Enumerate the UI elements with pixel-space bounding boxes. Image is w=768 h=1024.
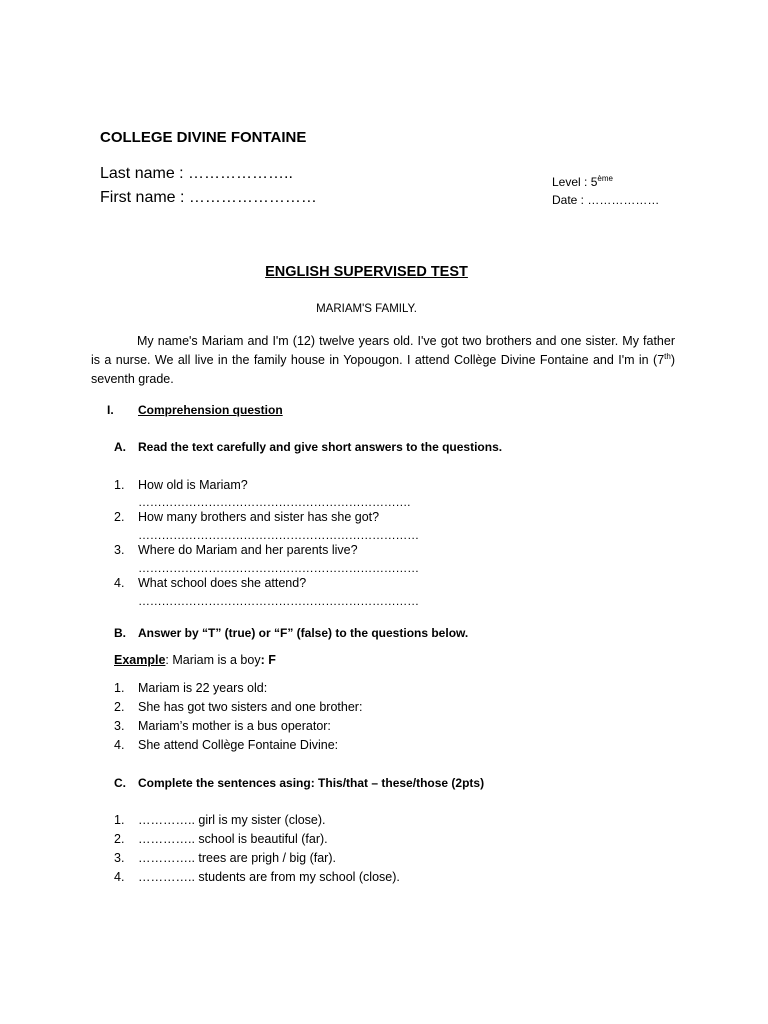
section-b-number: B. [114, 626, 126, 640]
section-a-number: A. [114, 440, 126, 454]
item-text: Mariam’s mother is a bus operator: [138, 719, 331, 733]
answer-line: ……………………………………………………………… [138, 528, 419, 542]
true-false-item [114, 738, 339, 752]
item-number: 1. [114, 681, 125, 695]
level-superscript: ème [597, 174, 613, 183]
item-number: 3. [114, 851, 125, 865]
question-number: 2. [114, 510, 125, 524]
answer-line: ……………………………………………………………… [138, 594, 419, 608]
example-line [114, 653, 276, 667]
example-answer: : F [260, 653, 276, 667]
item-text: ………….. girl is my sister (close). [138, 813, 326, 827]
question-text: How old is Mariam? [138, 478, 248, 492]
level-field [552, 175, 613, 189]
section-1-heading: Comprehension question [138, 403, 283, 417]
item-text: ………….. trees are prigh / big (far). [138, 851, 336, 865]
item-text: ………….. school is beautiful (far). [138, 832, 328, 846]
answer-line: ……………………………………………………………… [138, 561, 419, 575]
last-name-field: Last name : ……………….. [100, 165, 293, 182]
question-number: 1. [114, 478, 125, 492]
item-number: 4. [114, 738, 125, 752]
item-text: ………….. students are from my school (close). [138, 870, 400, 884]
question-number: 3. [114, 543, 125, 557]
question-number: 4. [114, 576, 125, 590]
question-item [114, 510, 380, 524]
school-name: COLLEGE DIVINE FONTAINE [100, 129, 307, 146]
date-field: Date : ……………… [552, 193, 660, 207]
item-text: Mariam is 22 years old: [138, 681, 268, 695]
first-name-field: First name : …………………… [100, 189, 317, 206]
level-label: Level : 5 [552, 175, 598, 189]
sentence-item [114, 851, 336, 865]
question-item [114, 576, 307, 590]
example-label: Example [114, 653, 166, 667]
item-number: 4. [114, 870, 125, 884]
reading-text-part2: ) seventh grade. [91, 353, 675, 386]
reading-text-part1: My name's Mariam and I'm (12) twelve years old. I've got two brothers and one sister. My father is a nurse. We all live in the family house in Yopougon. I attend Collège Divine Fontaine and I'm in (7 [91, 334, 675, 367]
section-c-number: C. [114, 776, 126, 790]
item-number: 3. [114, 719, 125, 733]
item-text: She has got two sisters and one brother: [138, 700, 363, 714]
section-c-heading: Complete the sentences asing: This/that – these/those (2pts) [138, 776, 485, 790]
sentence-item [114, 870, 400, 884]
true-false-item [114, 681, 268, 695]
question-text: How many brothers and sister has she got? [138, 510, 380, 524]
text-title: MARIAM'S FAMILY. [316, 303, 417, 315]
question-item [114, 543, 358, 557]
item-number: 2. [114, 700, 125, 714]
example-text: : Mariam is a boy [165, 653, 261, 667]
answer-line: ……………………………………………………………. [138, 495, 411, 509]
true-false-item [114, 700, 363, 714]
item-number: 1. [114, 813, 125, 827]
true-false-item [114, 719, 331, 733]
sentence-item [114, 813, 326, 827]
sentence-item [114, 832, 328, 846]
section-b-heading: Answer by “T” (true) or “F” (false) to the questions below. [138, 626, 469, 640]
question-text: Where do Mariam and her parents live? [138, 543, 358, 557]
reading-text-superscript: th [664, 351, 671, 361]
question-text: What school does she attend? [138, 576, 307, 590]
section-a-heading: Read the text carefully and give short answers to the questions. [138, 440, 503, 454]
test-title: ENGLISH SUPERVISED TEST [265, 264, 468, 280]
question-item [114, 478, 248, 492]
section-1-number: I. [107, 403, 114, 417]
reading-text [91, 332, 675, 389]
item-text: She attend Collège Fontaine Divine: [138, 738, 339, 752]
item-number: 2. [114, 832, 125, 846]
